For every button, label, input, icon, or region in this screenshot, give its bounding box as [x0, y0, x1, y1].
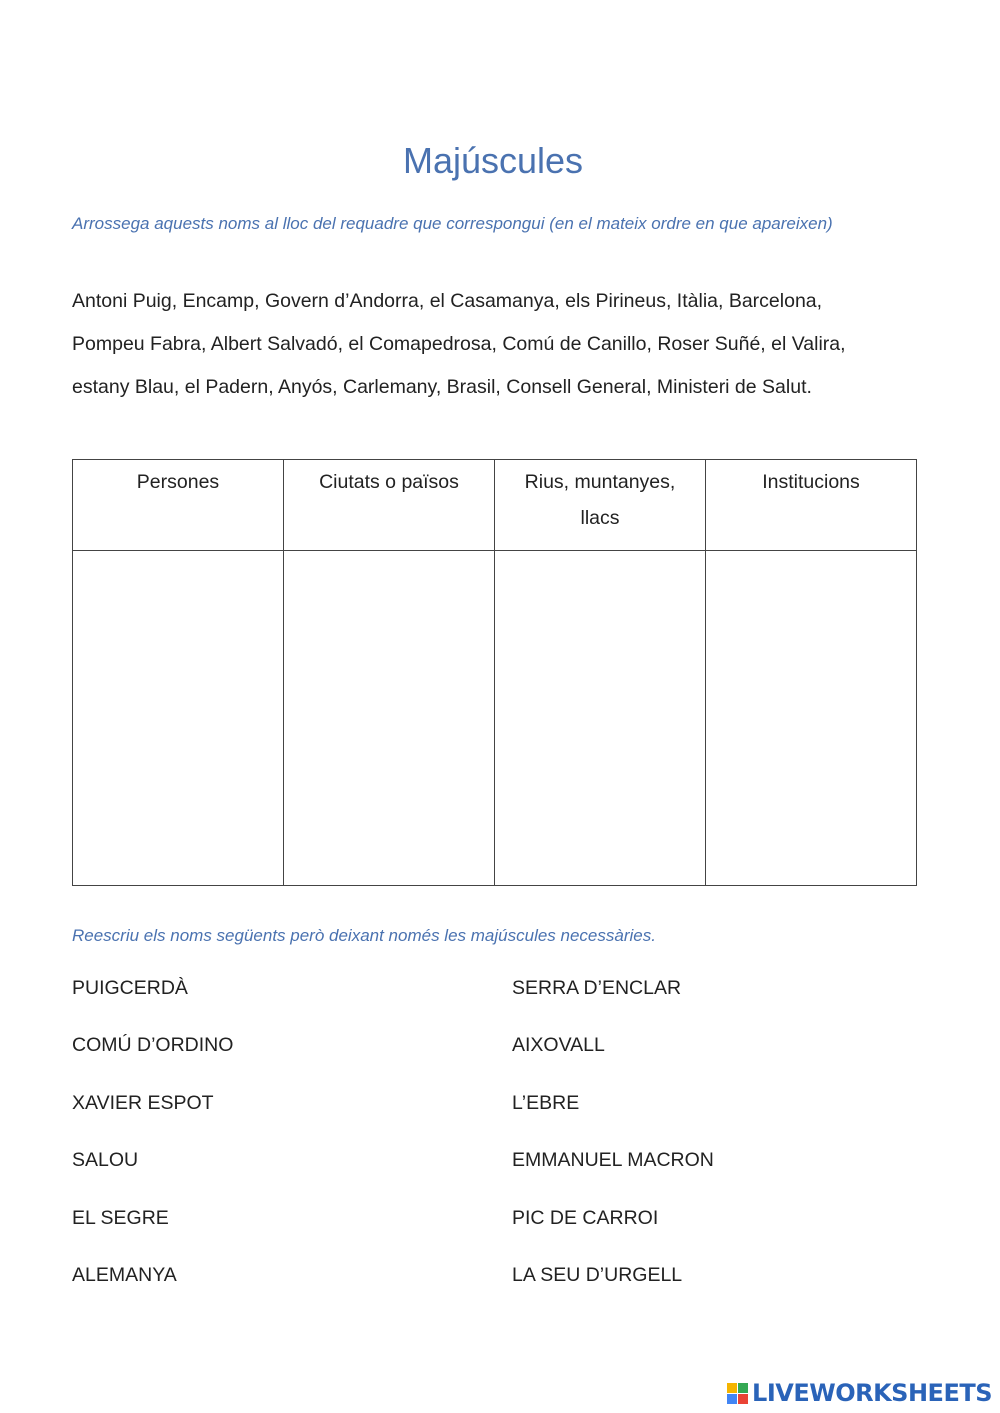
rewrite-item: EMMANUEL MACRON	[512, 1149, 714, 1172]
rewrite-item: COMÚ D’ORDINO	[72, 1034, 234, 1057]
page-title: Majúscules	[402, 140, 584, 181]
liveworksheets-logo	[727, 1379, 992, 1407]
logo-mark-icon	[727, 1383, 748, 1404]
header-institucions: Institucions	[706, 460, 917, 551]
names-line: Antoni Puig, Encamp, Govern d’Andorra, el Casamanya, els Pirineus, Itàlia, Barcelona,	[72, 290, 823, 312]
category-table	[72, 459, 917, 886]
rewrite-item: AIXOVALL	[512, 1034, 605, 1057]
rewrite-item: SALOU	[72, 1149, 139, 1172]
drop-zone-persones[interactable]	[73, 551, 284, 886]
drag-instruction: Arrossega aquests noms al lloc del requadre que correspongui (en el mateix ordre en que apareixen)	[72, 214, 833, 233]
rewrite-item: EL SEGRE	[72, 1206, 169, 1229]
rewrite-item: PUIGCERDÀ	[72, 977, 188, 999]
rewrite-item: SERRA D’ENCLAR	[512, 977, 682, 999]
header-rius: Rius, muntanyes, llacs	[495, 460, 706, 551]
drop-zone-rius[interactable]	[495, 551, 706, 886]
rewrite-item: L’EBRE	[512, 1091, 580, 1114]
logo-square	[738, 1394, 748, 1404]
logo-text: LIVEWORKSHEETS	[752, 1379, 992, 1407]
logo-square	[738, 1383, 748, 1393]
rewrite-instruction: Reescriu els noms següents però deixant només les majúscules necessàries.	[72, 926, 656, 945]
logo-square	[727, 1394, 737, 1404]
logo-square	[727, 1383, 737, 1393]
rewrite-list	[72, 974, 932, 1318]
header-persones: Persones	[73, 460, 284, 551]
rewrite-item: PIC DE CARROI	[512, 1206, 659, 1229]
names-line: estany Blau, el Padern, Anyós, Carlemany, Brasil, Consell General, Ministeri de Salut.	[72, 376, 812, 398]
rewrite-item: XAVIER ESPOT	[72, 1091, 214, 1114]
drop-zone-ciutats[interactable]	[284, 551, 495, 886]
names-list	[72, 280, 932, 409]
rewrite-item: ALEMANYA	[72, 1263, 177, 1286]
rewrite-item: LA SEU D’URGELL	[512, 1263, 683, 1286]
drop-zone-institucions[interactable]	[706, 551, 917, 886]
names-line: Pompeu Fabra, Albert Salvadó, el Comapedrosa, Comú de Canillo, Roser Suñé, el Valira,	[72, 333, 846, 355]
header-ciutats: Ciutats o països	[284, 460, 495, 551]
